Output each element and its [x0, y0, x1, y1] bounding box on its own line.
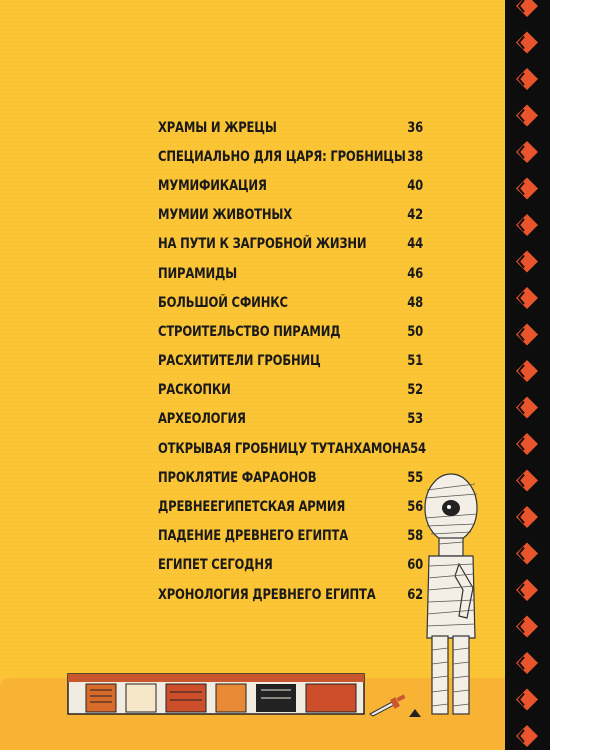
toc-entry-title: ХРОНОЛОГИЯ ДРЕВНЕГО ЕГИПТА [158, 586, 376, 603]
toc-entry-title: ПАДЕНИЕ ДРЕВНЕГО ЕГИПТА [158, 528, 349, 545]
toc-entry-page: 54 [410, 440, 426, 457]
toc-entry [158, 522, 423, 551]
toc-entry [158, 405, 423, 434]
toc-entry [158, 347, 423, 376]
toc-entry-page: 44 [407, 236, 423, 253]
page-margin [550, 0, 600, 750]
diamond-pattern [505, 0, 550, 750]
toc-entry-title: СПЕЦИАЛЬНО ДЛЯ ЦАРЯ: ГРОБНИЦЫ [158, 148, 406, 165]
toc-entry-page: 46 [407, 265, 423, 282]
toc-entry-title: ПРОКЛЯТИЕ ФАРАОНОВ [158, 469, 317, 486]
toc-entry [158, 376, 423, 405]
toc-entry [158, 113, 423, 142]
toc-entry-page: 36 [407, 119, 423, 136]
toc-entry-title: МУМИФИКАЦИЯ [158, 177, 267, 194]
toc-entry [158, 551, 423, 580]
diamond-shape [516, 0, 538, 17]
toc-entry-title: РАСХИТИТЕЛИ ГРОБНИЦ [158, 353, 321, 370]
toc-entry-page: 38 [407, 148, 423, 165]
toc-entry [158, 288, 423, 317]
toc-entry-page: 42 [407, 207, 423, 224]
toc-entry [158, 230, 423, 259]
toc-entry-title: БОЛЬШОЙ СФИНКС [158, 294, 288, 311]
toc-entry [158, 201, 423, 230]
toc-entry-title: АРХЕОЛОГИЯ [158, 411, 246, 428]
toc-entry-title: ПИРАМИДЫ [158, 265, 237, 282]
sarcophagus [66, 664, 366, 718]
toc-entry-page: 58 [407, 528, 423, 545]
toc-entry [158, 434, 426, 463]
toc-entry-title: ЕГИПЕТ СЕГОДНЯ [158, 557, 273, 574]
toc-entry [158, 317, 423, 346]
toc-entry-page: 55 [407, 469, 423, 486]
toc-entry [158, 580, 423, 609]
toc-entry [158, 142, 423, 171]
toc-entry-title: РАСКОПКИ [158, 382, 231, 399]
mummy-figure [415, 468, 487, 728]
stone-icon [408, 708, 422, 718]
decorative-border [505, 0, 550, 750]
toc-entry [158, 492, 423, 521]
toc-entry [158, 463, 423, 492]
toc-entry [158, 259, 423, 288]
toc-entry-title: ДРЕВНЕЕГИПЕТСКАЯ АРМИЯ [158, 499, 346, 516]
toc-entry-title: НА ПУТИ К ЗАГРОБНОЙ ЖИЗНИ [158, 236, 367, 253]
toc-entry-page: 40 [407, 177, 423, 194]
toc-entry-page: 60 [407, 557, 423, 574]
toc-entry-title: ХРАМЫ И ЖРЕЦЫ [158, 119, 277, 136]
toc-entry-page: 56 [407, 499, 423, 516]
toc-entry-page: 48 [407, 294, 423, 311]
toc-entry-page: 50 [407, 323, 423, 340]
toc-entry-page: 52 [407, 382, 423, 399]
toc-entry-page: 51 [407, 353, 423, 370]
table-of-contents [158, 113, 426, 609]
toc-entry-title: МУМИИ ЖИВОТНЫХ [158, 207, 292, 224]
toc-entry-title: ОТКРЫВАЯ ГРОБНИЦУ ТУТАНХАМОНА [158, 440, 411, 457]
toc-entry-title: СТРОИТЕЛЬСТВО ПИРАМИД [158, 323, 341, 340]
dagger-icon [368, 694, 408, 718]
toc-entry [158, 171, 423, 200]
toc-entry-page: 53 [407, 411, 423, 428]
toc-entry-page: 62 [407, 586, 423, 603]
